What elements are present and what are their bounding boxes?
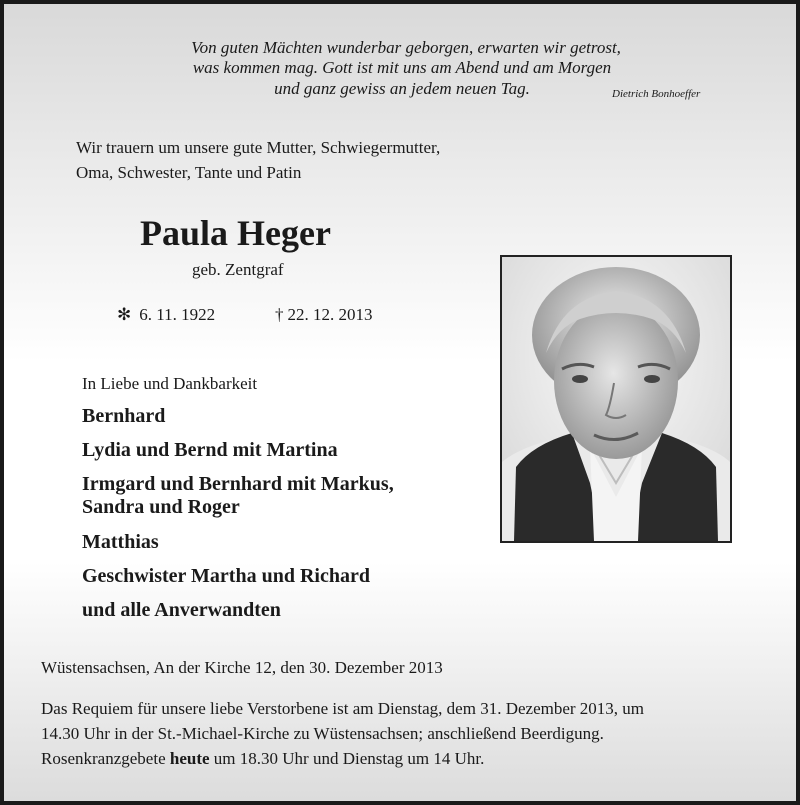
intro-line-1: Wir trauern um unsere gute Mutter, Schwiegermutter,	[76, 138, 441, 157]
quote-line-3: und ganz gewiss an jedem neuen Tag.	[274, 79, 530, 98]
requiem-line-1: Das Requiem für unsere liebe Verstorbene ist am Dienstag, dem 31. Dezember 2013, um	[41, 699, 645, 718]
mourner-line: Geschwister Martha und Richard	[82, 565, 370, 587]
place-and-date: Wüstensachsen, An der Kirche 12, den 30. Dezember 2013	[41, 658, 443, 677]
birth-name: geb. Zentgraf	[192, 260, 284, 279]
quote-author: Dietrich Bonhoeffer	[612, 88, 701, 100]
birth-date: 6. 11. 1922	[139, 305, 216, 324]
requiem-line-3-start: Rosenkranzgebete	[41, 749, 170, 768]
mourner-line: Lydia und Bernd mit Martina	[82, 439, 338, 461]
requiem-line-3	[41, 749, 484, 769]
requiem-line-2: 14.30 Uhr in der St.-Michael-Kirche zu Wüstensachsen; anschließend Beerdigung.	[41, 724, 604, 743]
mourner-line: Irmgard und Bernhard mit Markus,	[82, 473, 394, 495]
mourner-line: Bernhard	[82, 405, 166, 427]
mourners-intro: In Liebe und Dankbarkeit	[82, 374, 258, 393]
quote-line-1: Von guten Mächten wunderbar geborgen, erwarten wir getrost,	[191, 38, 621, 57]
death-date: 22. 12. 2013	[287, 305, 373, 324]
intro-line-2: Oma, Schwester, Tante und Patin	[76, 163, 302, 182]
death-date-group	[275, 305, 373, 325]
mourner-line: Matthias	[82, 531, 159, 553]
quote-line-2: was kommen mag. Gott ist mit uns am Abend und am Morgen	[192, 58, 612, 77]
birth-date-group	[117, 305, 215, 325]
deceased-name: Paula Heger	[140, 213, 331, 253]
mourner-line: und alle Anverwandten	[82, 599, 281, 621]
requiem-line-3-bold: heute	[169, 749, 210, 768]
portrait-photo	[500, 255, 732, 543]
death-cross-icon: †	[275, 305, 284, 324]
birth-star-icon: ✻	[117, 305, 132, 324]
requiem-line-3-end: um 18.30 Uhr und Dienstag um 14 Uhr.	[209, 749, 485, 768]
mourner-line: Sandra und Roger	[82, 496, 240, 518]
